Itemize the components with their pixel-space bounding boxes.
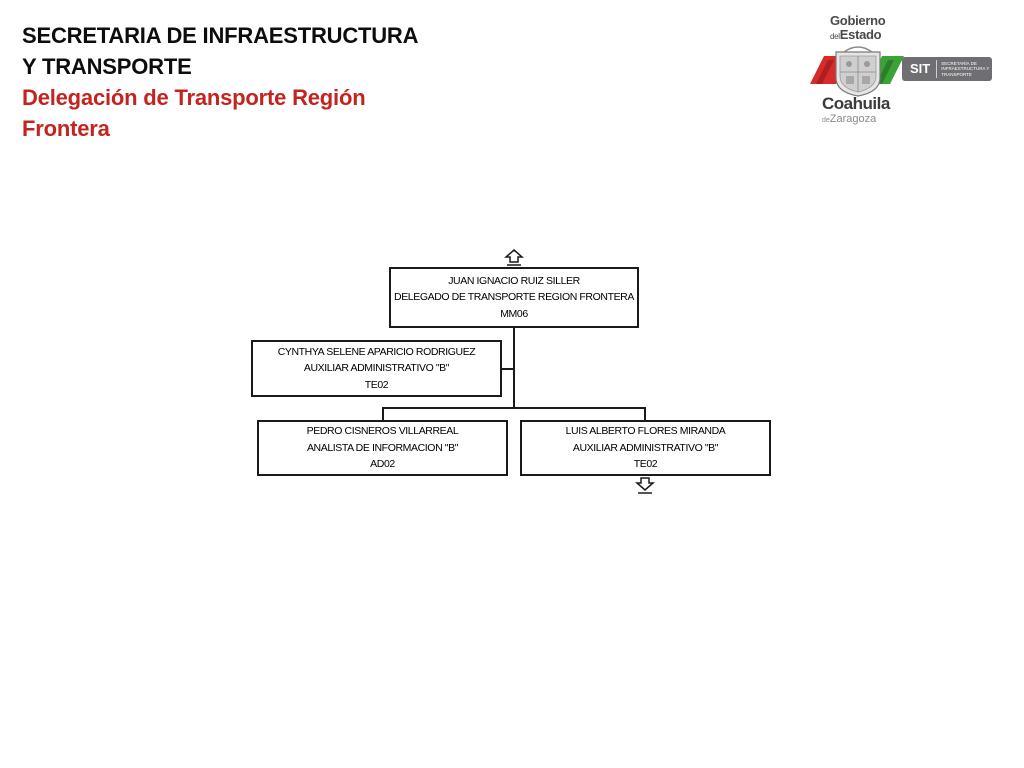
page-title [22, 20, 442, 144]
org-box-staff [251, 340, 502, 397]
logo-city-name: deZaragoza [822, 113, 877, 125]
government-logo [810, 12, 1000, 130]
sub-left-position: ANALISTA DE INFORMACION "B" [306, 441, 459, 454]
staff-code: TE02 [364, 378, 389, 391]
connector-drop-right [644, 407, 646, 421]
connector-staff [501, 368, 514, 370]
arrow-up-icon [504, 249, 524, 267]
sub-left-name: PEDRO CISNEROS VILLARREAL [306, 425, 459, 438]
logo-state-name: Coahuila [822, 94, 890, 113]
org-box-sub-right [520, 420, 771, 476]
title-line-2: Y TRANSPORTE [22, 54, 192, 79]
sub-right-position: AUXILIAR ADMINISTRATIVO "B" [572, 441, 719, 454]
subtitle-line-2: Frontera [22, 116, 110, 141]
sub-left-code: AD02 [370, 458, 395, 471]
head-code: MM06 [500, 307, 528, 320]
staff-position: AUXILIAR ADMINISTRATIVO "B" [303, 362, 450, 375]
org-box-sub-left [257, 420, 508, 476]
connector-drop-left [382, 407, 384, 421]
sit-badge [902, 57, 992, 81]
sit-full-name: SECRETARÍA DE INFRAESTRUCTURA Y TRANSPORTE [941, 60, 990, 77]
head-position: DELEGADO DE TRANSPORTE REGION FRONTERA [394, 291, 634, 304]
subtitle-line-1: Delegación de Transporte Región [22, 85, 366, 110]
title-line-1: SECRETARIA DE INFRAESTRUCTURA [22, 23, 419, 48]
sub-right-name: LUIS ALBERTO FLORES MIRANDA [565, 425, 726, 438]
sub-right-code: TE02 [633, 458, 658, 471]
sit-label: SIT [902, 60, 937, 78]
logo-gobierno-text: Gobierno delEstado [830, 13, 886, 42]
staff-name: CYNTHYA SELENE APARICIO RODRIGUEZ [277, 345, 476, 358]
org-box-head [389, 267, 639, 328]
arrow-down-icon [635, 476, 655, 495]
head-name: JUAN IGNACIO RUIZ SILLER [448, 274, 580, 287]
connector-horizontal-subs [382, 407, 646, 409]
